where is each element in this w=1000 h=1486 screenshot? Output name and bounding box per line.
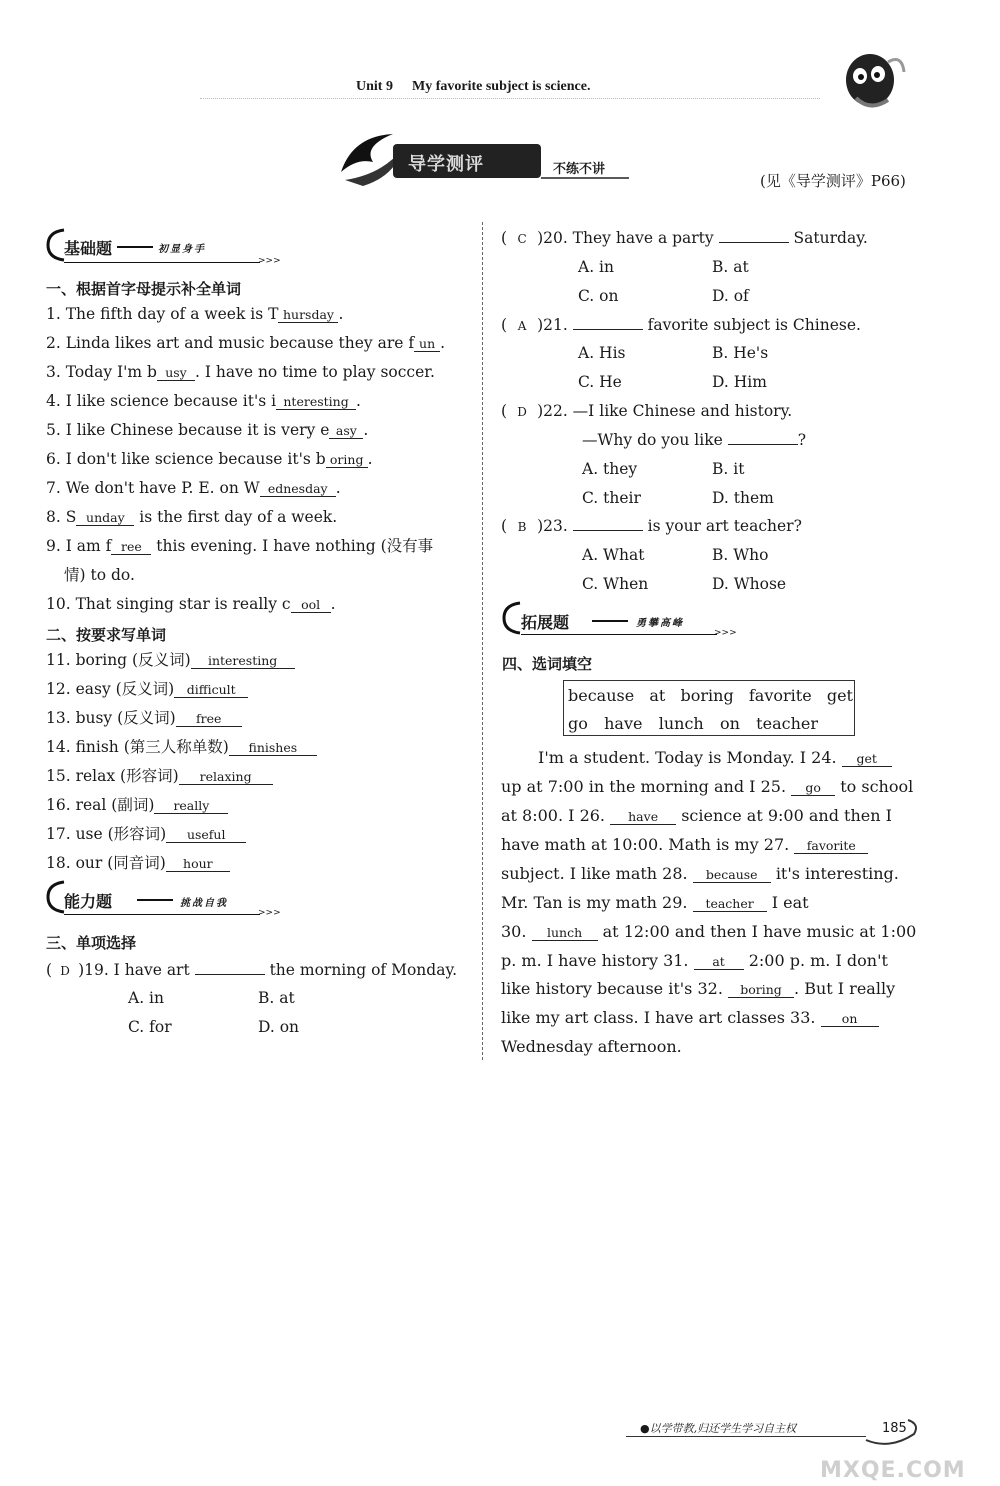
part3-heading: 三、单项选择 [46,934,137,952]
choice-d: D. on [258,1018,300,1036]
mc-question-21: ( A )21. favorite subject is Chinese. [501,316,861,334]
list-item: 1. The fifth day of a week is T hursday . [46,305,344,323]
list-item: 11. boring (反义词) interesting [46,653,295,669]
choice-b: B. He's [712,344,769,362]
watermark: MXQE.COM [820,1458,966,1483]
basic-section-title: 基础题 [64,239,113,258]
answer-blank: favorite [794,838,868,854]
list-item: 12. easy (反义词) difficult [46,682,248,698]
passage-line: like history because it's 32. boring . But I really [501,979,896,998]
list-item: 18. our (同音词) hour [46,856,230,872]
answer-blank: ree [111,541,151,555]
page-number: 185 [882,1421,907,1436]
answer-blank [573,329,643,330]
choice-b: B. Who [712,546,769,564]
list-item: 8. S unday is the first day of a week. [46,508,338,526]
answer-blank: ednesday [260,483,336,497]
word-bank-row-1: because at boring favorite get [568,686,853,705]
answer-blank: get [842,751,892,767]
ability-section-subtitle: 挑战自我 [180,898,228,909]
mc-question-22: ( D )22. —I like Chinese and history. [501,402,793,420]
answer-blank: relaxing [179,771,273,785]
choice-a: A. in [578,258,614,276]
footer-motto: ●以学带教,归还学生学习自主权 [640,1422,797,1435]
answer-blank: nteresting [276,396,356,410]
footer-rule [626,1436,866,1437]
answer-blank: finishes [229,742,317,756]
answer-blank: lunch [532,925,598,941]
answer-blank: difficult [174,684,248,698]
section-arrows: >>> [258,256,281,266]
choice-c: C. He [578,373,622,391]
answer-blank: unday [76,512,134,526]
answer-blank [573,530,643,531]
section-rule [117,246,153,248]
passage-line: Wednesday afternoon. [501,1037,682,1056]
extend-section-subtitle: 勇攀高峰 [636,618,684,629]
answer-blank: have [610,809,676,825]
answer-blank: hour [166,858,230,872]
list-item: 16. real (副词) really [46,798,228,814]
answer-blank: usy [157,367,195,381]
passage-line: subject. I like math 28. because it's interesting. [501,864,899,883]
list-item: 4. I like science because it's i nteresting . [46,392,361,410]
answer-blank: teacher [693,896,767,912]
list-item: 13. busy (反义词) free [46,711,242,727]
mc-question-22-line2: —Why do you like ? [582,431,807,449]
choice-b: B. at [712,258,749,276]
part2-heading: 二、按要求写单词 [46,626,167,644]
section-arrows: >>> [714,628,737,638]
choice-a: A. His [578,344,626,362]
reference-text: (见《导学测评》P66) [760,172,906,190]
choice-a: A. in [128,989,164,1007]
section-rule [137,899,173,901]
unit-label: Unit 9 [356,79,393,94]
unit-title: My favorite subject is science. [412,79,591,94]
choice-d: D. of [712,287,749,305]
answer-blank: interesting [191,655,295,669]
answer-blank: really [154,800,228,814]
part4-heading: 四、选词填空 [502,655,593,673]
choice-c: C. their [582,489,641,507]
answer-blank [719,242,789,243]
answer-blank: because [693,867,771,883]
ability-section-title: 能力题 [64,892,113,911]
banner-text: 不练不讲 [553,162,606,177]
mc-question-23: ( B )23. is your art teacher? [501,517,802,535]
column-divider [482,222,483,1060]
passage-line: up at 7:00 in the morning and I 25. go to school [501,777,914,796]
passage-line: Mr. Tan is my math 29. teacher I eat [501,893,809,912]
answer-blank: ool [291,599,331,613]
choice-b: B. it [712,460,745,478]
mc-question-19: ( D )19. I have art the morning of Monday. [46,961,458,979]
mc-question-20: ( C )20. They have a party Saturday. [501,229,868,247]
section-underline [64,914,260,915]
list-item: 10. That singing star is really c ool . [46,595,336,613]
choice-a: A. they [582,460,638,478]
mascot-icon [832,42,912,122]
extend-section-title: 拓展题 [521,613,570,632]
header-dots [200,98,820,99]
answer-blank: hursday [278,309,338,323]
list-item: 7. We don't have P. E. on W ednesday . [46,479,341,497]
answer-blank: at [694,954,744,970]
list-item: 17. use (形容词) useful [46,827,246,843]
footer-swirl-icon [862,1410,922,1450]
answer-blank [728,444,798,445]
choice-d: D. Him [712,373,767,391]
list-item: 14. finish (第三人称单数) finishes [46,740,317,756]
word-bank-row-2: go have lunch on teacher [568,714,818,733]
choice-c: C. for [128,1018,172,1036]
passage-line: p. m. I have history 31. at 2:00 p. m. I don't [501,951,888,970]
banner-badge: 导学测评 [408,154,484,175]
answer-blank: asy [329,425,363,439]
passage-line: 30. lunch at 12:00 and then I have music at 1:00 [501,922,917,941]
part1-heading: 一、根据首字母提示补全单词 [46,280,242,298]
answer-blank: un [414,338,440,352]
answer-blank: oring [326,454,368,468]
section-underline [64,262,260,263]
passage-line: have math at 10:00. Math is my 27. favorite [501,835,868,854]
section-underline [521,634,717,635]
section-rule [592,620,628,622]
list-item-continuation: 情) to do. [64,566,135,584]
choice-a: A. What [582,546,645,564]
choice-d: D. them [712,489,774,507]
section-arrows: >>> [258,908,281,918]
choice-d: D. Whose [712,575,787,593]
passage-line: I'm a student. Today is Monday. I 24. get [538,748,892,767]
choice-c: C. on [578,287,619,305]
basic-section-subtitle: 初显身手 [158,244,206,255]
choice-c: C. When [582,575,649,593]
answer-blank: useful [166,829,246,843]
list-item: 3. Today I'm b usy . I have no time to play soccer. [46,363,435,381]
list-item: 6. I don't like science because it's b oring . [46,450,373,468]
answer-blank: on [821,1011,879,1027]
list-item: 9. I am f ree this evening. I have nothing (没有事 [46,537,434,555]
list-item: 5. I like Chinese because it is very e asy . [46,421,369,439]
answer-blank [195,974,265,975]
passage-line: at 8:00. I 26. have science at 9:00 and then I [501,806,892,825]
answer-blank: boring [728,982,794,998]
list-item: 15. relax (形容词) relaxing [46,769,273,785]
choice-b: B. at [258,989,295,1007]
list-item: 2. Linda likes art and music because they are f un . [46,334,446,352]
passage-line: like my art class. I have art classes 33. on [501,1008,879,1027]
answer-blank: go [791,780,835,796]
answer-blank: free [176,713,242,727]
